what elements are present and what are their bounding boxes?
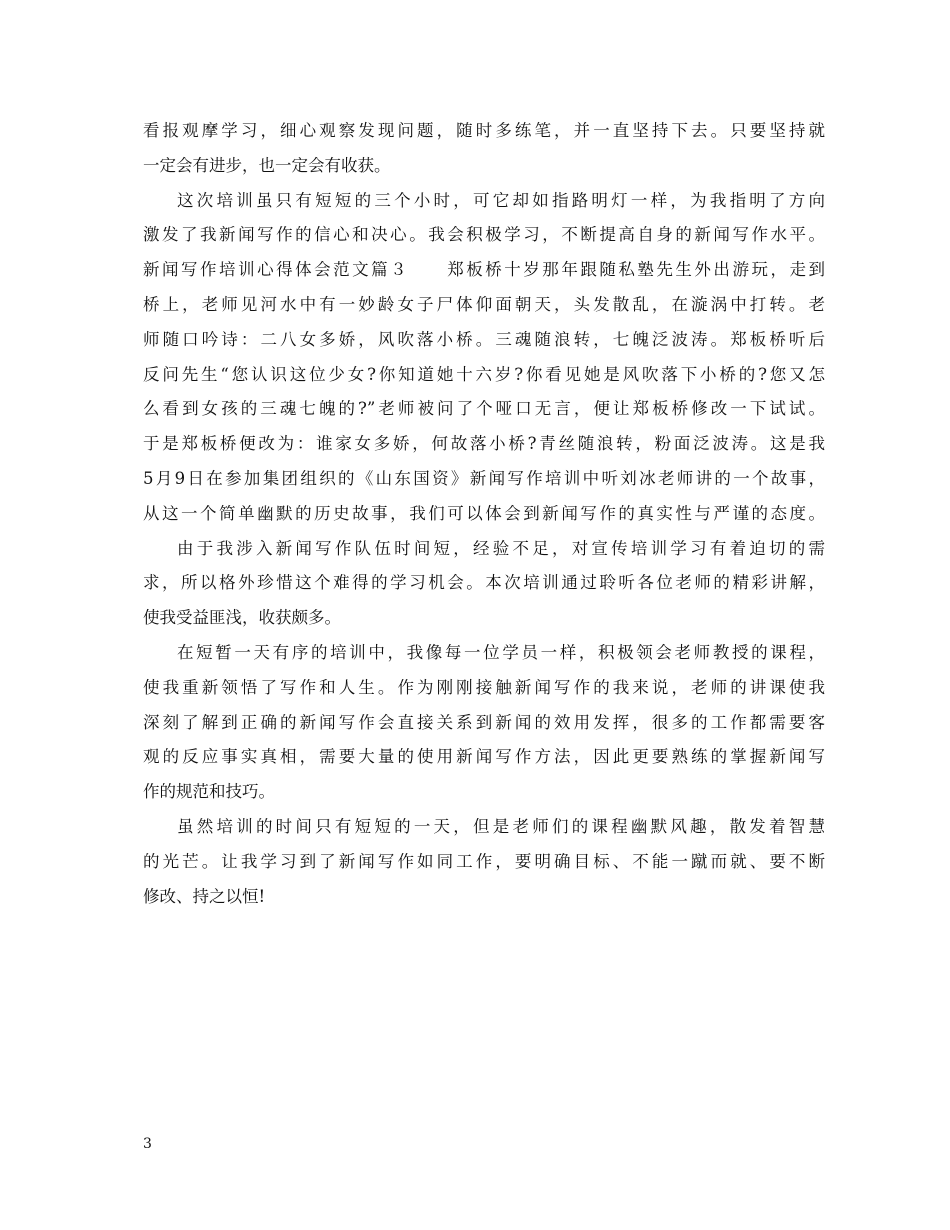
text-line: 激发了我新闻写作的信心和决心。我会积极学习，不断提高自身的新闻写作水平。 bbox=[143, 225, 825, 245]
text-line: 求，所以格外珍惜这个难得的学习机会。本次培训通过聆听各位老师的精彩讲解， bbox=[143, 573, 825, 593]
text-line: 一定会有进步，也一定会有收获。 bbox=[143, 155, 391, 175]
text-line: 师随口吟诗：二八女多娇，风吹落小桥。三魂随浪转，七魄泛波涛。郑板桥听后 bbox=[143, 329, 825, 349]
text-line: 从这一个简单幽默的历史故事，我们可以体会到新闻写作的真实性与严谨的态度。 bbox=[143, 503, 825, 523]
text-line: 深刻了解到正确的新闻写作会直接关系到新闻的效用发挥，很多的工作都需要客 bbox=[143, 712, 825, 732]
text-line: 使我受益匪浅，收获颇多。 bbox=[143, 608, 341, 628]
text-line: 使我重新领悟了写作和人生。作为刚刚接触新闻写作的我来说，老师的讲课使我 bbox=[143, 677, 825, 697]
text-line: 作的规范和技巧。 bbox=[143, 782, 275, 802]
body-text bbox=[143, 114, 825, 914]
text-line: 虽然培训的时间只有短短的一天，但是老师们的课程幽默风趣，散发着智慧 bbox=[177, 816, 825, 836]
text-line: 修改、持之以恒! bbox=[143, 886, 266, 906]
text-line: 在短暂一天有序的培训中，我像每一位学员一样，积极领会老师教授的课程， bbox=[177, 642, 825, 662]
text-line: 么看到女孩的三魂七魄的?”老师被问了个哑口无言，便让郑板桥修改一下试试。 bbox=[143, 399, 825, 419]
text-line: 于是郑板桥便改为：谁家女多娇，何故落小桥?青丝随浪转，粉面泛波涛。这是我 bbox=[143, 434, 825, 454]
text-line: 新闻写作培训心得体会范文篇３ 郑板桥十岁那年跟随私塾先生外出游玩，走到 bbox=[143, 260, 825, 280]
text-line: 由于我涉入新闻写作队伍时间短，经验不足，对宣传培训学习有着迫切的需 bbox=[177, 538, 825, 558]
page-number: 3 bbox=[143, 1136, 152, 1152]
text-line: 看报观摩学习，细心观察发现问题，随时多练笔，并一直坚持下去。只要坚持就 bbox=[143, 121, 825, 140]
text-line: 桥上，老师见河水中有一妙龄女子尸体仰面朝天，头发散乱，在漩涡中打转。老 bbox=[143, 294, 825, 314]
text-line: 的光芒。让我学习到了新闻写作如同工作，要明确目标、不能一蹴而就、要不断 bbox=[143, 851, 825, 871]
text-line: 这次培训虽只有短短的三个小时，可它却如指路明灯一样，为我指明了方向 bbox=[177, 190, 825, 210]
text-line: 5月9日在参加集团组织的《山东国资》新闻写作培训中听刘冰老师讲的一个故事， bbox=[143, 468, 825, 488]
text-line: 反问先生“您认识这位少女?你知道她十六岁?你看见她是风吹落下小桥的?您又怎 bbox=[143, 364, 825, 384]
text-line: 观的反应事实真相，需要大量的使用新闻写作方法，因此更要熟练的掌握新闻写 bbox=[143, 747, 825, 767]
